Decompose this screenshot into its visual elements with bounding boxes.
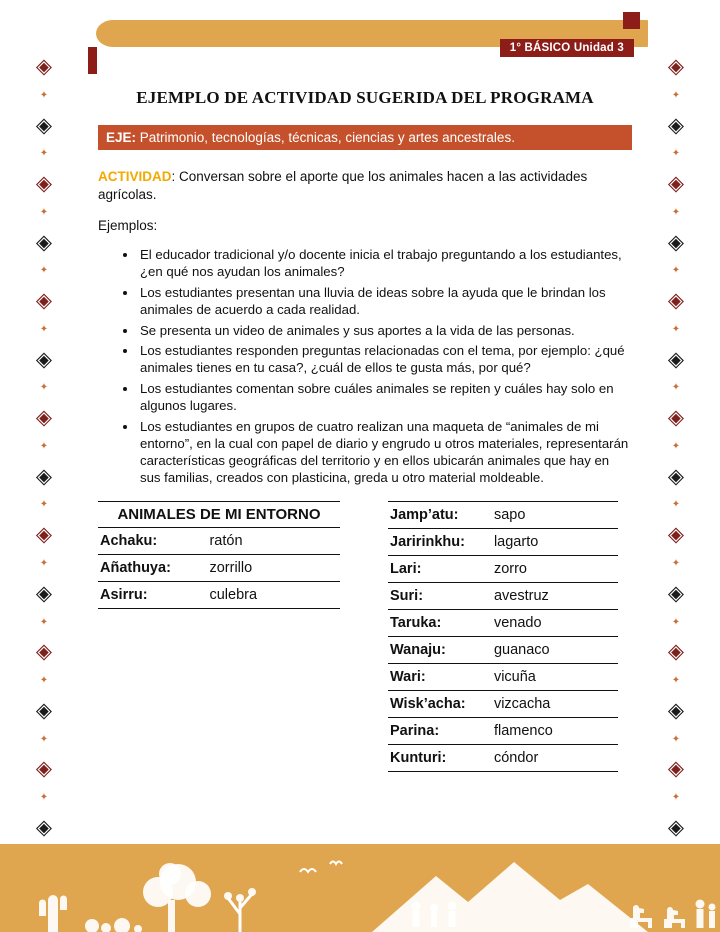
aymara-term: Wanaju: xyxy=(390,641,446,658)
pattern-motif-icon: ◈ xyxy=(667,172,685,196)
pattern-motif-icon: ◈ xyxy=(35,815,53,839)
footer-band xyxy=(0,844,720,932)
aymara-term: Kunturi: xyxy=(390,749,447,766)
pattern-motif-icon: ✦ xyxy=(39,148,49,160)
aymara-term: Wisk’acha: xyxy=(390,695,466,712)
footer-illustration xyxy=(0,844,720,932)
pattern-motif-icon: ◈ xyxy=(35,172,53,196)
table-row xyxy=(388,637,618,664)
spanish-translation: venado xyxy=(493,614,542,631)
pattern-motif-icon: ◈ xyxy=(667,640,685,664)
pattern-motif-icon: ◈ xyxy=(35,55,53,78)
unit-badge: 1° BÁSICO Unidad 3 xyxy=(500,39,634,57)
spanish-translation: cóndor xyxy=(493,749,539,766)
pattern-motif-icon: ✦ xyxy=(39,440,49,452)
spanish-translation: zorrillo xyxy=(209,559,253,576)
spanish-translation: vicuña xyxy=(493,668,536,685)
list-item: • Los estudiantes comentan sobre cuáles animales se repiten y cuáles hay solo en algunos lugares. xyxy=(138,381,632,415)
pattern-motif-icon: ◈ xyxy=(35,640,53,664)
pattern-motif-icon: ✦ xyxy=(39,733,49,745)
table-row xyxy=(388,529,618,556)
pattern-motif-icon: ✦ xyxy=(671,382,681,394)
corner-square-decoration xyxy=(623,12,640,29)
pattern-motif-icon: ◈ xyxy=(35,347,53,371)
spanish-translation: vizcacha xyxy=(493,695,551,712)
eje-label: EJE: xyxy=(106,130,137,145)
pattern-motif-icon: ✦ xyxy=(39,206,49,218)
pattern-motif-icon: ◈ xyxy=(667,347,685,371)
pattern-motif-icon: ◈ xyxy=(35,523,53,547)
activity-label: ACTIVIDAD xyxy=(98,169,172,184)
spanish-translation: culebra xyxy=(209,586,258,603)
aymara-term: Suri: xyxy=(390,587,424,604)
pattern-motif-icon: ✦ xyxy=(39,792,49,804)
eje-banner xyxy=(98,125,632,150)
spanish-translation: zorro xyxy=(493,560,527,577)
pattern-motif-icon: ✦ xyxy=(39,265,49,277)
pattern-motif-icon: ✦ xyxy=(671,792,681,804)
vocab-table-left xyxy=(98,501,340,609)
pattern-motif-icon: ✦ xyxy=(39,616,49,628)
pattern-motif-icon: ✦ xyxy=(671,323,681,335)
pattern-motif-icon: ✦ xyxy=(671,265,681,277)
pattern-motif-icon: ◈ xyxy=(35,289,53,313)
pattern-motif-icon: ✦ xyxy=(671,499,681,511)
aymara-term: Achaku: xyxy=(100,532,158,549)
aymara-term: Taruka: xyxy=(390,614,442,631)
pattern-motif-icon: ◈ xyxy=(667,55,685,78)
pattern-motif-icon: ◈ xyxy=(667,464,685,488)
pattern-motif-icon: ◈ xyxy=(35,757,53,781)
eje-text: Patrimonio, tecnologías, técnicas, ciencias y artes ancestrales. xyxy=(136,130,515,145)
pattern-motif-icon: ✦ xyxy=(39,499,49,511)
spanish-translation: flamenco xyxy=(493,722,553,739)
left-pattern-border xyxy=(26,56,62,838)
pattern-motif-icon: ✦ xyxy=(671,206,681,218)
examples-list xyxy=(98,247,632,487)
pattern-motif-icon: ✦ xyxy=(671,675,681,687)
pattern-motif-icon: ✦ xyxy=(39,382,49,394)
pattern-motif-icon: ◈ xyxy=(667,406,685,430)
aymara-term: Lari: xyxy=(390,560,422,577)
pattern-motif-icon: ◈ xyxy=(667,113,685,137)
table-row xyxy=(388,610,618,637)
right-pattern-border xyxy=(658,56,694,838)
pattern-motif-icon: ✦ xyxy=(671,733,681,745)
table-row xyxy=(388,745,618,772)
table-row xyxy=(388,718,618,745)
pattern-motif-icon: ◈ xyxy=(35,581,53,605)
pattern-motif-icon: ✦ xyxy=(671,440,681,452)
table-row xyxy=(98,582,340,609)
pattern-motif-icon: ◈ xyxy=(667,698,685,722)
vocab-table-title: ANIMALES DE MI ENTORNO xyxy=(98,501,340,528)
spanish-translation: guanaco xyxy=(493,641,550,658)
aymara-term: Wari: xyxy=(390,668,426,685)
pattern-motif-icon: ◈ xyxy=(667,230,685,254)
spanish-translation: sapo xyxy=(493,506,526,523)
pattern-motif-icon: ◈ xyxy=(667,815,685,839)
table-row xyxy=(388,691,618,718)
pattern-motif-icon: ◈ xyxy=(35,230,53,254)
pattern-motif-icon: ✦ xyxy=(39,558,49,570)
pattern-motif-icon: ◈ xyxy=(667,523,685,547)
pattern-motif-icon: ◈ xyxy=(35,464,53,488)
list-item: • El educador tradicional y/o docente inicia el trabajo preguntando a los estudiantes, ¿en qué nos ayudan los animales? xyxy=(138,247,632,281)
table-row xyxy=(98,555,340,582)
pattern-motif-icon: ✦ xyxy=(39,323,49,335)
pattern-motif-icon: ✦ xyxy=(39,89,49,101)
table-row xyxy=(98,528,340,555)
pattern-motif-icon: ✦ xyxy=(671,616,681,628)
pattern-motif-icon: ◈ xyxy=(667,581,685,605)
pattern-motif-icon: ✦ xyxy=(671,558,681,570)
table-row xyxy=(388,556,618,583)
table-row xyxy=(388,664,618,691)
aymara-term: Asirru: xyxy=(100,586,148,603)
pattern-motif-icon: ◈ xyxy=(35,698,53,722)
spanish-translation: lagarto xyxy=(493,533,539,550)
list-item: • Se presenta un video de animales y sus aportes a la vida de las personas. xyxy=(138,323,632,340)
list-item: • Los estudiantes presentan una lluvia de ideas sobre la ayuda que le brindan los animales de acuerdo a cada realidad. xyxy=(138,285,632,319)
spanish-translation: avestruz xyxy=(493,587,549,604)
pattern-motif-icon: ✦ xyxy=(671,89,681,101)
pattern-motif-icon: ◈ xyxy=(35,406,53,430)
aymara-term: Parina: xyxy=(390,722,440,739)
pattern-motif-icon: ◈ xyxy=(667,289,685,313)
left-tab-decoration xyxy=(88,47,97,74)
examples-label: Ejemplos: xyxy=(98,218,158,234)
page-title: EJEMPLO DE ACTIVIDAD SUGERIDA DEL PROGRAMA xyxy=(136,88,594,107)
activity-text: : Conversan sobre el aporte que los animales hacen a las actividades agrícolas. xyxy=(98,169,588,203)
pattern-motif-icon: ✦ xyxy=(671,148,681,160)
aymara-term: Añathuya: xyxy=(100,559,171,576)
list-item: • Los estudiantes en grupos de cuatro realizan una maqueta de “animales de mi entorno”, en la cual con papel de diario y engrudo u otros materiales, representarán características geográficas del territorio y en ellos ubicarán animales que hay en sus familias, creados con plasticina, greda u otro material moldeable. xyxy=(138,419,632,487)
main-content xyxy=(98,76,632,772)
list-item: • Los estudiantes responden preguntas relacionadas con el tema, por ejemplo: ¿qué animales tienes en tu casa?, ¿cuál de ellos te gusta más, por qué? xyxy=(138,343,632,377)
pattern-motif-icon: ✦ xyxy=(39,675,49,687)
aymara-term: Jamp’atu: xyxy=(390,506,459,523)
aymara-term: Jaririnkhu: xyxy=(390,533,465,550)
pattern-motif-icon: ◈ xyxy=(667,757,685,781)
table-row xyxy=(388,583,618,610)
spanish-translation: ratón xyxy=(209,532,243,549)
vocabulary-section xyxy=(98,501,632,772)
table-row xyxy=(388,501,618,529)
vocab-table-right xyxy=(388,501,618,772)
pattern-motif-icon: ◈ xyxy=(35,113,53,137)
activity-paragraph xyxy=(98,168,632,204)
